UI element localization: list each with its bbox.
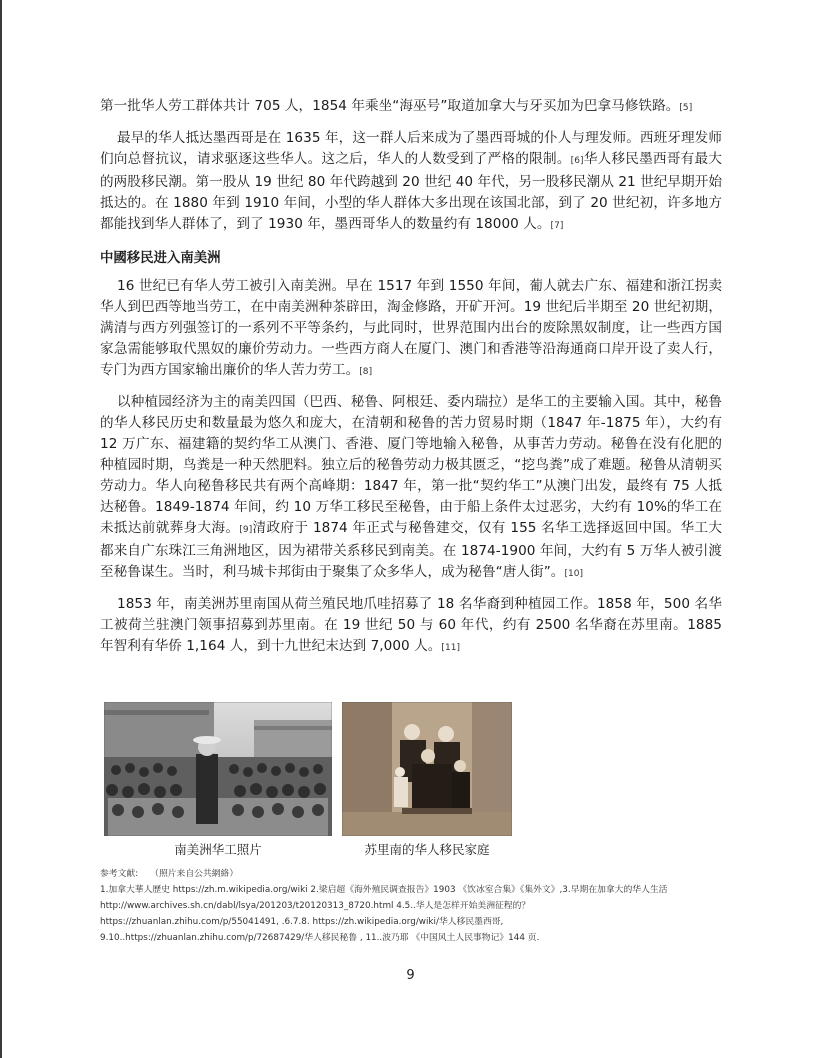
paragraph-south-america bbox=[100, 276, 722, 383]
figure-laborers bbox=[104, 702, 332, 858]
figure-caption: 苏里南的华人移民家庭 bbox=[364, 842, 490, 857]
page-number: 9 bbox=[406, 968, 415, 983]
footnote-ref: [11] bbox=[441, 643, 461, 653]
paragraph-text: 16 世纪已有华人劳工被引入南美洲。早在 1517 年到 1550 年间，葡人就去广东、福建和浙江拐卖华人到巴西等地当劳工，在中南美洲种茶辟田，淘金修路，开矿开河。19 世纪后半期至 20 世纪初期，满清与西方列强签订的一系列不平等条约，与此同时，世界范围内出台的废除黑奴制度，让一些西方国家急需能够取代黑奴的廉价劳动力。一些西方商人在厦门、澳门和香港等沿海通商口岸开设了卖人行，专门为西方国家输出廉价的华人苦力劳工。 bbox=[100, 278, 722, 378]
laborers-photo bbox=[104, 702, 332, 836]
paragraph-peru bbox=[100, 392, 722, 585]
footnote-ref: [7] bbox=[550, 221, 564, 231]
page-edge-rule bbox=[0, 0, 2, 1058]
references bbox=[100, 866, 725, 946]
family-photo bbox=[342, 702, 512, 836]
section-heading: 中國移民进入南美洲 bbox=[100, 251, 221, 266]
paragraph-text: 华人移民墨西哥有最大的两股移民潮。第一股从 19 世纪 80 年代跨越到 20 世纪 40 年代，另一股移民潮从 21 世纪早期开始抵达的。在 1880 年到 1910 年间，小型的华人群体大多出现在该国北部，到了 20 世纪初，许多地方都能找到华人群体了，到了 1930 年，墨西哥华人的数量约有 18000 人。 bbox=[100, 151, 723, 232]
reference-line: https://zhuanlan.zhihu.com/p/55041491, .6.7.8. https://zh.wikipedia.org/wiki/华人移民墨西哥, bbox=[100, 917, 504, 927]
figure-caption: 南美洲华工照片 bbox=[174, 842, 262, 857]
references-header bbox=[100, 866, 725, 882]
references-label: 参考文献: bbox=[100, 869, 139, 879]
footnote-ref: [5] bbox=[679, 103, 693, 113]
references-note: （照片来自公共網絡） bbox=[150, 869, 239, 879]
paragraph-mexico bbox=[100, 128, 722, 237]
footnote-ref: [8] bbox=[359, 367, 373, 377]
document-body bbox=[100, 96, 722, 659]
footnote-ref: [9] bbox=[239, 525, 253, 535]
paragraph-text: 1853 年，南美洲苏里南国从荷兰殖民地爪哇招募了 18 名华裔到种植园工作。1858 年，500 名华工被荷兰驻澳门领事招募到苏里南。在 19 世纪 50 与 60 年代，约有 2500 名华裔在苏里南。1885 年智利有华侨 1,164 人，到十九世纪末达到 7,000 人。 bbox=[100, 596, 722, 654]
reference-line: 1.加拿大華人歷史 https://zh.m.wikipedia.org/wiki 2.梁启超《海外殖民调查报告》1903 《饮冰室合集》《集外文》,3.早期在加拿大的华人生活 http://www.archives.sh.cn/dabl/lsya/201203/t20120313_8720.html 4.5..华人是怎样开始美洲征程的？ bbox=[100, 885, 668, 911]
figure-family bbox=[342, 702, 512, 858]
footnote-ref: [10] bbox=[564, 569, 584, 579]
reference-line: 9.10..https://zhuanlan.zhihu.com/p/72687429/华人移民秘鲁 , 11..波乃耶 《中国风土人民事物记》144 页. bbox=[100, 933, 540, 943]
paragraph-text: 清政府于 1874 年正式与秘鲁建交，仅有 155 名华工选择返回中国。华工大都来自广东珠江三角洲地区，因为裙带关系移民到南美。在 1874-1900 年间，大约有 5 万华人被引渡至秘鲁谋生。当时，利马城卡邦街由于聚集了众多华人，成为秘鲁“唐人街”。 bbox=[100, 520, 722, 580]
footnote-ref: [6] bbox=[570, 156, 584, 166]
paragraph-text: 第一批华人劳工群体共计 705 人，1854 年乘坐“海巫号”取道加拿大与牙买加为巴拿马修铁路。 bbox=[100, 98, 680, 114]
paragraph-panama bbox=[100, 96, 722, 119]
paragraph-text: 最早的华人抵达墨西哥是在 1635 年，这一群人后来成为了墨西哥城的仆人与理发师。西班牙理发师们向总督抗议，请求驱逐这些华人。这之后，华人的人数受到了严格的限制。 bbox=[100, 130, 722, 167]
paragraph-suriname bbox=[100, 594, 722, 659]
paragraph-text: 以种植园经济为主的南美四国（巴西、秘鲁、阿根廷、委内瑞拉）是华工的主要输入国。其中，秘鲁的华人移民历史和数量最为悠久和庞大，在清朝和秘鲁的苦力贸易时期（1847 年-1875 年），大约有 12 万广东、福建籍的契约华工从澳门、香港、厦门等地输入秘鲁，从事苦力劳动。秘鲁在没有化肥的种植园时期，鸟粪是一种天然肥料。独立后的秘鲁劳动力极其匮乏，“挖鸟粪”成了难题。秘鲁从清朝买劳动力。华人向秘鲁移民共有两个高峰期：1847 年，第一批“契约华工”从澳门出发，最终有 75 人抵达秘鲁。1849-1874 年间，约 10 万华工移民至秘鲁，由于船上条件太过恶劣，大约有 10%的华工在未抵达前就葬身大海。 bbox=[100, 394, 722, 536]
figures bbox=[100, 702, 530, 862]
